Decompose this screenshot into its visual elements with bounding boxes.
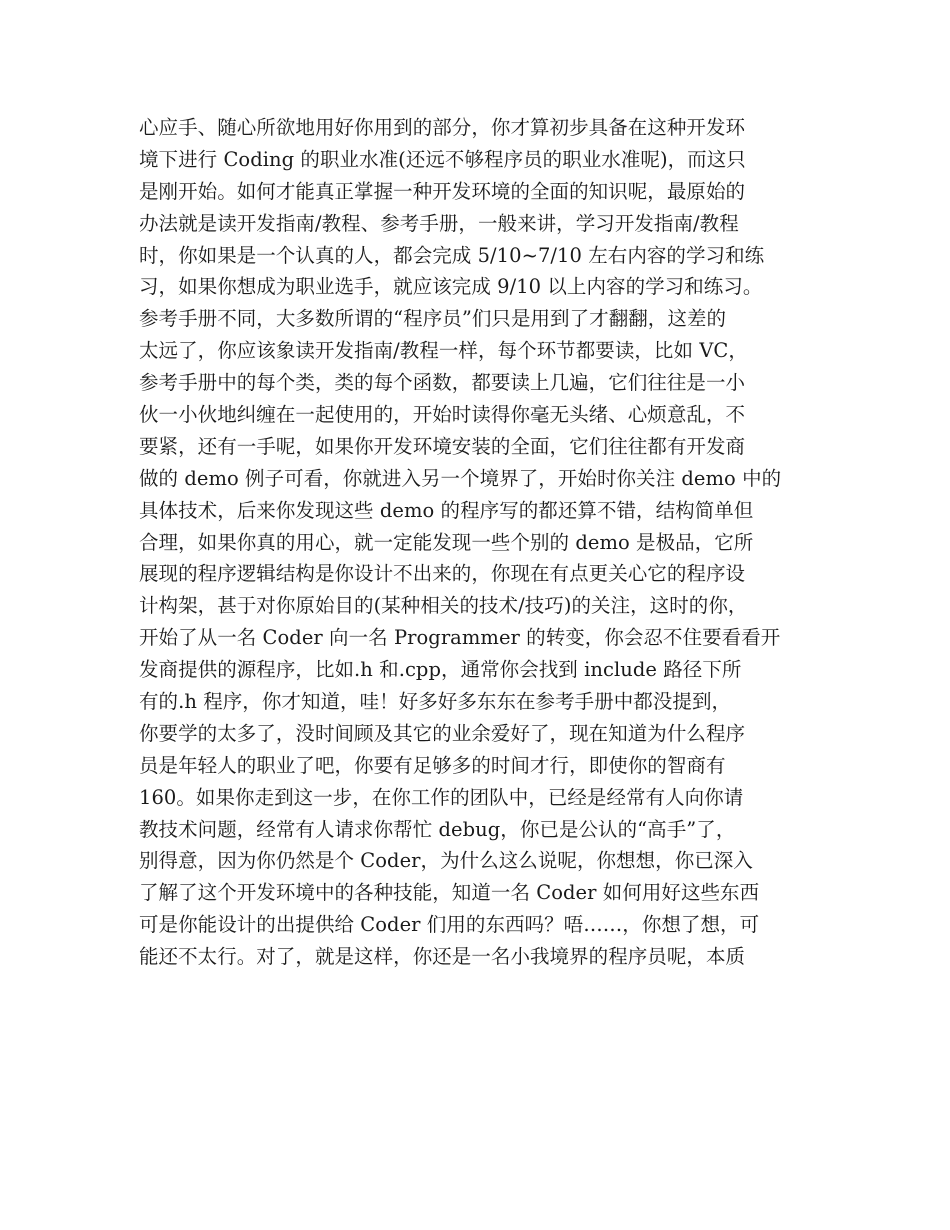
text-line: 具体技术，后来你发现这些 demo 的程序写的都还算不错，结构简单但 [139, 498, 754, 522]
text-line: 展现的程序逻辑结构是你设计不出来的，你现在有点更关心它的程序设 [139, 562, 746, 586]
text-line: 可是你能设计的出提供给 Coder 们用的东西吗？唔……，你想了想，可 [139, 913, 760, 937]
text-line: 开始了从一名 Coder 向一名 Programmer 的转变，你会忍不住要看看开 [139, 626, 781, 650]
text-line: 员是年轻人的职业了吧，你要有足够多的时间才行，即使你的智商有 [139, 753, 726, 777]
text-line: 心应手、随心所欲地用好你用到的部分，你才算初步具备在这种开发环 [139, 116, 746, 139]
text-line: 别得意，因为你仍然是个 Coder，为什么这么说呢，你想想，你已深入 [139, 849, 753, 873]
text-line: 160。如果你走到这一步，在你工作的团队中，已经是经常有人向你请 [139, 785, 744, 809]
text-line: 发商提供的源程序，比如.h 和.cpp，通常你会找到 include 路径下所 [139, 658, 742, 682]
text-line: 了解了这个开发环境中的各种技能，知道一名 Coder 如何用好这些东西 [139, 881, 760, 905]
body-text [139, 112, 839, 973]
text-line: 教技术问题，经常有人请求你帮忙 debug，你已是公认的“高手”了， [139, 817, 736, 841]
text-line: 做的 demo 例子可看，你就进入另一个境界了，开始时你关注 demo 中的 [139, 466, 782, 490]
text-line: 参考手册不同，大多数所谓的“程序员”们只是用到了才翻翻，这差的 [139, 307, 726, 331]
text-line: 时，你如果是一个认真的人，都会完成 5/10~7/10 左右内容的学习和练 [139, 243, 765, 267]
text-line: 是刚开始。如何才能真正掌握一种开发环境的全面的知识呢，最原始的 [139, 179, 746, 203]
text-line: 有的.h 程序，你才知道，哇！好多好多东东在参考手册中都没提到， [139, 690, 732, 714]
text-line: 太远了，你应该象读开发指南/教程一样，每个环节都要读，比如 VC， [139, 339, 748, 363]
text-line: 境下进行 Coding 的职业水准(还远不够程序员的职业水准呢)，而这只 [139, 147, 746, 171]
text-line: 伙一小伙地纠缠在一起使用的，开始时读得你毫无头绪、心烦意乱，不 [139, 403, 746, 427]
text-line: 习，如果你想成为职业选手，就应该完成 9/10 以上内容的学习和练习。 [139, 275, 763, 299]
text-line: 能还不太行。对了，就是这样，你还是一名小我境界的程序员呢，本质 [139, 945, 746, 969]
text-line: 要紧，还有一手呢，如果你开发环境安装的全面，它们往往都有开发商 [139, 434, 746, 458]
text-line: 参考手册中的每个类，类的每个函数，都要读上几遍，它们往往是一小 [139, 371, 746, 395]
text-line: 你要学的太多了，没时间顾及其它的业余爱好了，现在知道为什么程序 [139, 721, 746, 745]
text-line: 办法就是读开发指南/教程、参考手册，一般来讲，学习开发指南/教程 [139, 211, 739, 235]
text-line: 合理，如果你真的用心，就一定能发现一些个别的 demo 是极品，它所 [139, 530, 754, 554]
text-line: 计构架，甚于对你原始目的(某种相关的技术/技巧)的关注，这时的你， [139, 594, 748, 618]
